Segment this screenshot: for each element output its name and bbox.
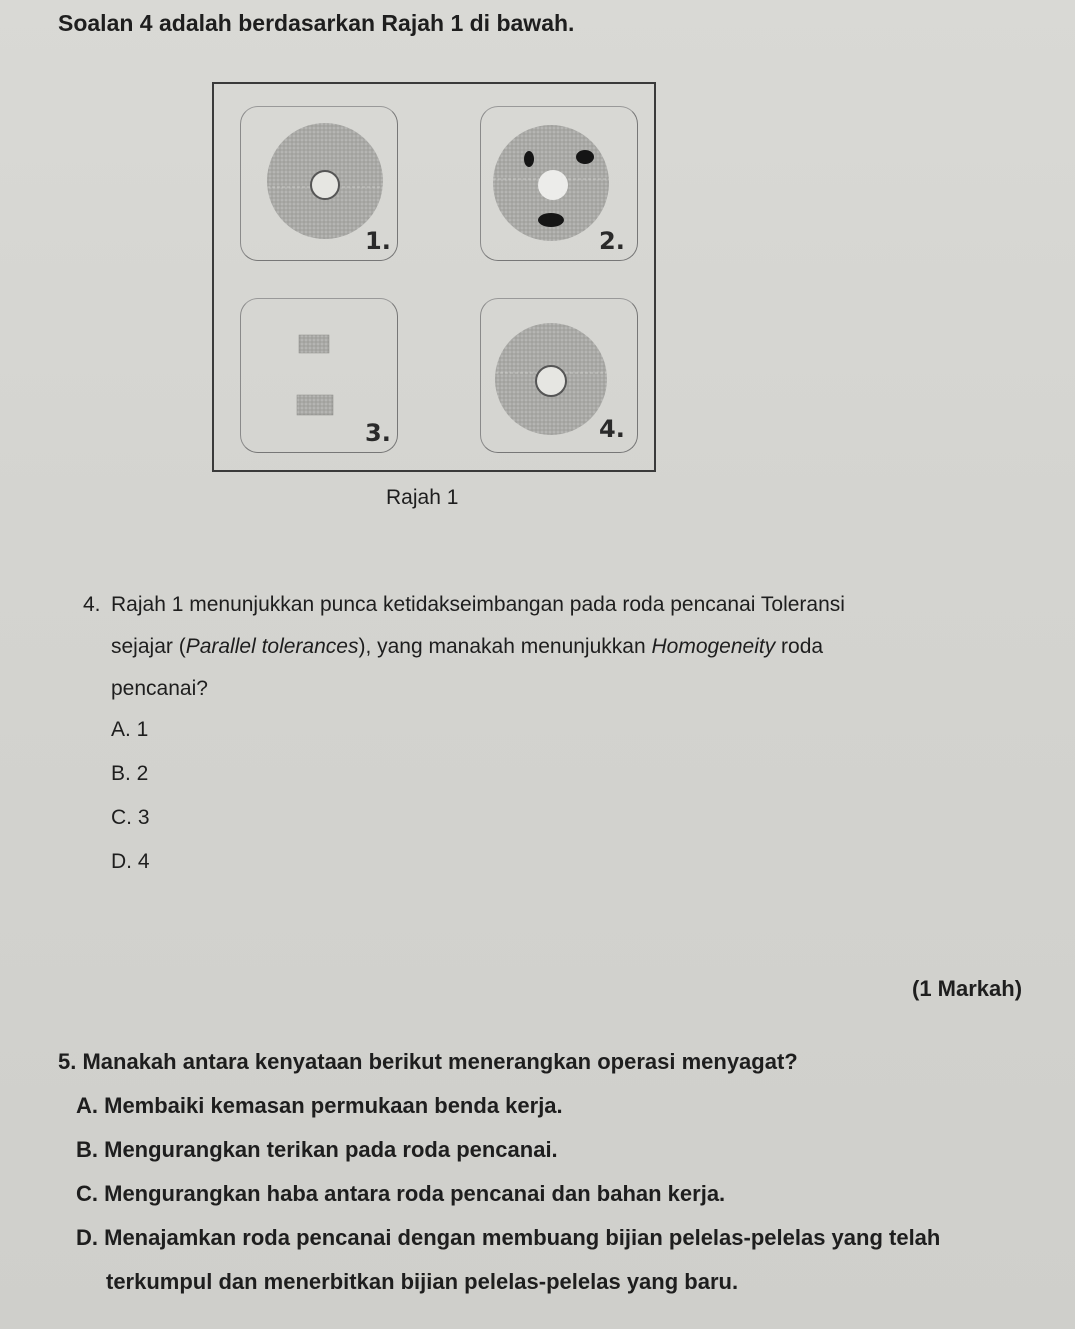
q4-option-d[interactable]: D. 4: [111, 850, 150, 873]
q4-option-b[interactable]: B. 2: [111, 762, 149, 785]
figure-panel-3: [240, 298, 398, 453]
figure-caption: Rajah 1: [386, 486, 459, 509]
figure-rajah-1: [212, 82, 656, 472]
marks-label: (1 Markah): [912, 976, 1023, 1001]
figure-panel-2: [480, 106, 638, 261]
q5-option-c[interactable]: C. Mengurangkan haba antara roda pencanai dan bahan kerja.: [76, 1181, 726, 1206]
q5-option-d-continuation: terkumpul dan menerbitkan bijian pelelas-pelelas yang baru.: [106, 1269, 739, 1294]
question-5-text: 5. Manakah antara kenyataan berikut menerangkan operasi menyagat?: [58, 1049, 798, 1074]
figure-panel-1: [240, 106, 398, 261]
q4-option-a[interactable]: A. 1: [111, 718, 149, 741]
figure-panel-4: [480, 298, 638, 453]
intro-text: Soalan 4 adalah berdasarkan Rajah 1 di bawah.: [58, 10, 575, 36]
question-4-line-3: pencanai?: [111, 677, 208, 700]
q4-option-c[interactable]: C. 3: [111, 806, 150, 829]
text-segment: ), yang manakah menunjukkan: [358, 635, 652, 658]
italic-term: Parallel tolerances: [185, 635, 359, 658]
text-segment: roda: [775, 635, 824, 658]
question-4: [85, 584, 1029, 710]
panel-label: 2.: [599, 227, 625, 255]
q5-option-a[interactable]: A. Membaiki kemasan permukaan benda kerja.: [76, 1093, 563, 1118]
panel-label: 3.: [365, 419, 391, 447]
panel-label: 4.: [599, 415, 625, 443]
italic-term: Homogeneity: [651, 635, 776, 658]
panel-label: 1.: [365, 227, 391, 255]
question-4-line-1: Rajah 1 menunjukkan punca ketidakseimbangan pada roda pencanai Toleransi: [111, 593, 845, 616]
question-number: 4.: [83, 593, 101, 616]
q5-option-b[interactable]: B. Mengurangkan terikan pada roda pencanai.: [76, 1137, 558, 1162]
text-segment: sejajar (: [111, 635, 186, 658]
q5-option-d[interactable]: D. Menajamkan roda pencanai dengan membuang bijian pelelas-pelelas yang telah: [76, 1225, 941, 1250]
question-4-line-2: [85, 626, 1029, 668]
question-5: [58, 1040, 1048, 1304]
